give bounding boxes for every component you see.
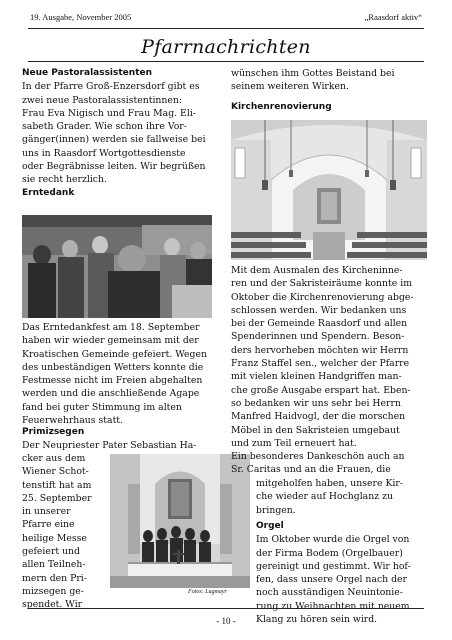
section-erntedank <box>22 321 212 427</box>
text-line: bringen. <box>256 504 296 516</box>
text-line: che große Ausgabe erspart hat. Eben- <box>231 384 411 396</box>
text-line: schlossen werden. Wir bedanken uns <box>231 304 407 316</box>
heading-primiz: Primizsegen <box>22 427 85 437</box>
text-line: gänger(innen) werden sie fallweise bei <box>22 134 206 146</box>
text-line: In der Pfarre Groß-Enzersdorf gibt es <box>22 81 200 93</box>
text-line: gereinigt und gestimmt. Wir hof- <box>256 560 411 572</box>
text-line: ders hervorheben möchten wir Herrn <box>231 344 409 356</box>
text-line: Manfred Haidvogl, der die morschen <box>231 411 406 423</box>
photo-credit: Fotos: Lugmayr <box>188 589 227 595</box>
section-pastoral <box>22 67 212 187</box>
text-line: Der Neupriester Pater Sebastian Ha- <box>22 440 197 452</box>
heading-pastoral: Neue Pastoralassistenten <box>22 68 153 78</box>
text-line: fen, dass unsere Orgel nach der <box>256 574 408 586</box>
primiz-wrap-text <box>22 452 106 612</box>
text-line: allen Teilneh- <box>22 559 86 571</box>
text-line: Wiener Schot- <box>22 466 89 478</box>
heading-kirchenrenovierung: Kirchenrenovierung <box>231 102 332 112</box>
pastoral-continuation <box>231 67 427 94</box>
text-line: Oktober die Kirchenrenovierung abge- <box>231 291 414 303</box>
text-line: che wieder auf Hochglanz zu <box>256 491 393 503</box>
text-line: Das Erntedankfest am 18. September <box>22 322 200 333</box>
text-line: spendet. Wir <box>22 599 83 611</box>
text-line: noch ausständigen Neuintonie- <box>256 587 403 599</box>
title-rule <box>28 61 424 62</box>
text-line: haben wir wieder gemeinsam mit der <box>22 335 199 347</box>
text-line: rung zu Weihnachten mit neuem <box>256 600 410 612</box>
text-line: Feuerwehrhaus statt. <box>22 415 123 427</box>
text-line: Ein besonderes Dankeschön auch an <box>231 451 405 463</box>
text-line: wünschen ihm Gottes Beistand bei <box>231 68 395 79</box>
text-line: gefeiert und <box>22 546 80 558</box>
text-line: werden und die anschließende Agape <box>22 388 200 400</box>
heading-erntedank: Erntedank <box>22 188 75 198</box>
page-header <box>30 12 422 26</box>
text-line: sie recht herzlich. <box>22 174 107 186</box>
text-line: mitgeholfen haben, unsere Kir- <box>256 478 403 489</box>
photo-erntedank <box>22 215 212 318</box>
text-line: des unbeständigen Wetters konnte die <box>22 361 204 373</box>
text-line: der Firma Bodem (Orgelbauer) <box>256 547 403 559</box>
text-line: uns in Raasdorf Wortgottesdienste <box>22 147 186 159</box>
page-title: Pfarrnachrichten <box>141 36 311 58</box>
section-primiz <box>22 426 212 453</box>
text-line: Klang zu hören sein wird. <box>256 614 378 626</box>
text-line: cker aus dem <box>22 453 86 464</box>
text-line: sabeth Grader. Wie schon ihre Vor- <box>22 121 187 133</box>
footer-rule <box>28 608 424 609</box>
issue-label: 19. Ausgabe, November 2005 <box>30 12 132 22</box>
text-line: ren und der Sakristeiräume konnte im <box>231 278 413 290</box>
text-line: bei der Gemeinde Raasdorf und allen <box>231 318 408 330</box>
text-line: oder Begräbnisse leiten. Wir begrüßen <box>22 161 206 173</box>
text-line: Kroatischen Gemeinde gefeiert. Wegen <box>22 348 207 360</box>
text-line: Festmesse nicht im Freien abgehalten <box>22 375 203 387</box>
text-line: mern den Pri- <box>22 572 87 584</box>
text-line: Spenderinnen und Spendern. Beson- <box>231 331 405 343</box>
photo-church-interior <box>231 120 427 260</box>
erntedank-heading-wrap <box>22 187 212 200</box>
heading-orgel: Orgel <box>256 521 284 531</box>
text-line: Möbel in den Sakristeien umgebaut <box>231 424 400 436</box>
magazine-name: „Raasdorf aktiv“ <box>364 12 422 22</box>
text-line: Pfarre eine <box>22 519 75 531</box>
text-line: Mit dem Ausmalen des Kircheninne- <box>231 265 403 276</box>
text-line: zwei neue Pastoralassistentinnen: <box>22 94 183 106</box>
header-rule <box>28 28 424 29</box>
text-line: Sr. Caritas und an die Frauen, die <box>231 464 391 476</box>
text-line: seinem weiteren Wirken. <box>231 81 349 93</box>
section-orgel <box>256 520 427 626</box>
page-number: - 10 - <box>216 616 236 626</box>
text-line: fand bei guter Stimmung im alten <box>22 401 182 413</box>
text-line: und zum Teil erneuert hat. <box>231 437 357 449</box>
text-line: heilige Messe <box>22 532 87 544</box>
text-line: mizsegen ge- <box>22 585 84 597</box>
text-line: tenstift hat am <box>22 479 92 491</box>
text-line: in unserer <box>22 506 71 518</box>
kirchen-wrap-text <box>256 477 427 517</box>
kirchen-heading-wrap <box>231 101 427 114</box>
text-line: so bedanken wir uns sehr bei Herrn <box>231 397 401 409</box>
text-line: Im Oktober wurde die Orgel von <box>256 534 410 546</box>
text-line: Frau Eva Nigisch und Frau Mag. Eli- <box>22 107 196 119</box>
text-line: mit vielen kleinen Handgriffen man- <box>231 371 402 383</box>
photo-primiz <box>110 454 250 588</box>
text-line: 25. September <box>22 492 92 504</box>
text-line: Franz Staffel sen., welcher der Pfarre <box>231 358 410 370</box>
section-kirchenrenovierung <box>231 264 427 477</box>
